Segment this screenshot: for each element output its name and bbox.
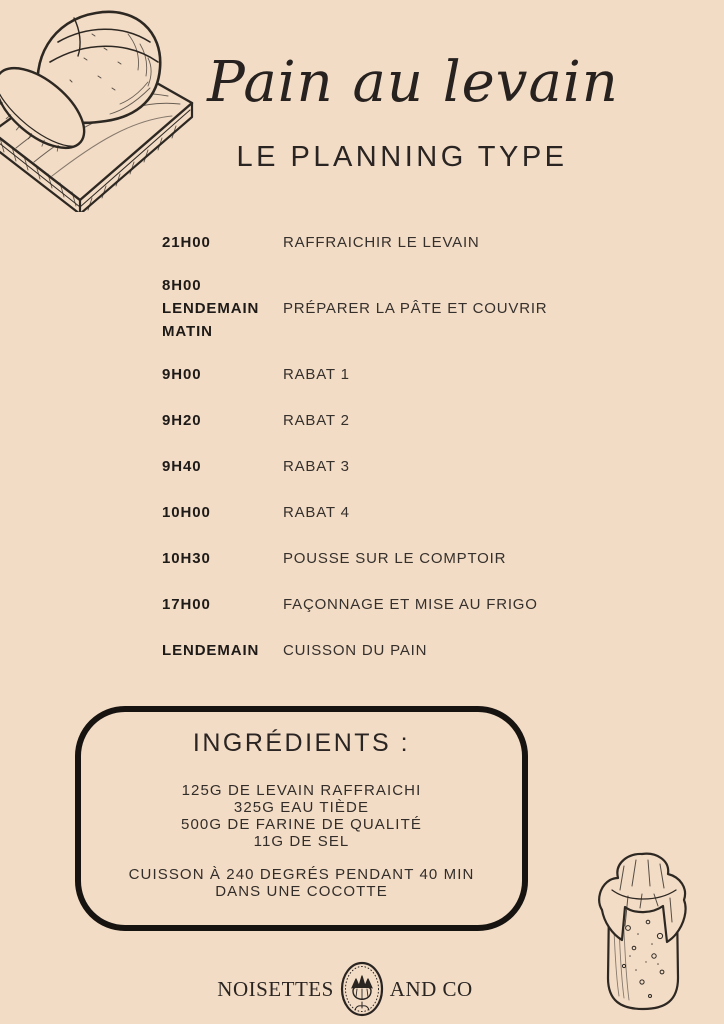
schedule-time: 17H00 bbox=[162, 596, 211, 613]
schedule-task: FAÇONNAGE ET MISE AU FRIGO bbox=[283, 596, 538, 613]
ingredients-list bbox=[81, 782, 522, 850]
schedule-time: 10H30 bbox=[162, 550, 211, 567]
schedule-time: LENDEMAIN bbox=[162, 642, 260, 659]
schedule-time: 10H00 bbox=[162, 504, 211, 521]
schedule-task: POUSSE SUR LE COMPTOIR bbox=[283, 550, 507, 567]
ingredient-item: 11G DE SEL bbox=[253, 833, 350, 850]
ingredients-note-line: CUISSON À 240 DEGRÉS PENDANT 40 MIN bbox=[128, 866, 475, 883]
schedule-time-line: LENDEMAIN bbox=[162, 300, 260, 317]
ingredient-item: 500G DE FARINE DE QUALITÉ bbox=[181, 816, 422, 833]
schedule-row bbox=[162, 501, 592, 524]
ingredient-item: 125G DE LEVAIN RAFFRAICHI bbox=[181, 782, 422, 799]
schedule-task: RAFFRAICHIR LE LEVAIN bbox=[283, 234, 480, 251]
schedule-time: 9H20 bbox=[162, 412, 202, 429]
footer-brand bbox=[0, 958, 707, 1020]
schedule-time: 9H40 bbox=[162, 458, 202, 475]
schedule-row bbox=[162, 363, 592, 386]
schedule-row bbox=[162, 455, 592, 478]
schedule-task: PRÉPARER LA PÂTE ET COUVRIR bbox=[283, 300, 548, 317]
brand-name-right: AND CO bbox=[389, 976, 473, 1001]
schedule bbox=[162, 231, 592, 685]
schedule-row bbox=[162, 547, 592, 570]
schedule-row bbox=[162, 409, 592, 432]
schedule-time bbox=[162, 274, 283, 343]
schedule-row bbox=[162, 231, 592, 254]
schedule-time-line: MATIN bbox=[162, 323, 213, 340]
schedule-task: RABAT 2 bbox=[283, 412, 350, 429]
schedule-row bbox=[162, 639, 592, 662]
schedule-time: 9H00 bbox=[162, 366, 202, 383]
schedule-time-line: 8H00 bbox=[162, 277, 202, 294]
ingredients-note bbox=[81, 866, 522, 900]
page-subtitle: LE PLANNING TYPE bbox=[236, 141, 568, 173]
ingredients-card bbox=[75, 706, 528, 931]
brand-emblem-icon bbox=[340, 961, 384, 1017]
ingredient-item: 325G EAU TIÈDE bbox=[233, 799, 370, 816]
schedule-row bbox=[162, 593, 592, 616]
page-title: Pain au levain bbox=[207, 49, 619, 115]
schedule-time: 21H00 bbox=[162, 234, 211, 251]
schedule-task: RABAT 3 bbox=[283, 458, 350, 475]
schedule-task: RABAT 4 bbox=[283, 504, 350, 521]
ingredients-note-line: DANS UNE COCOTTE bbox=[215, 883, 388, 900]
schedule-row bbox=[162, 274, 592, 343]
schedule-task: CUISSON DU PAIN bbox=[283, 642, 428, 659]
brand-name-left: NOISETTES bbox=[217, 976, 334, 1001]
ingredients-title: INGRÉDIENTS : bbox=[192, 729, 411, 757]
schedule-task: RABAT 1 bbox=[283, 366, 350, 383]
